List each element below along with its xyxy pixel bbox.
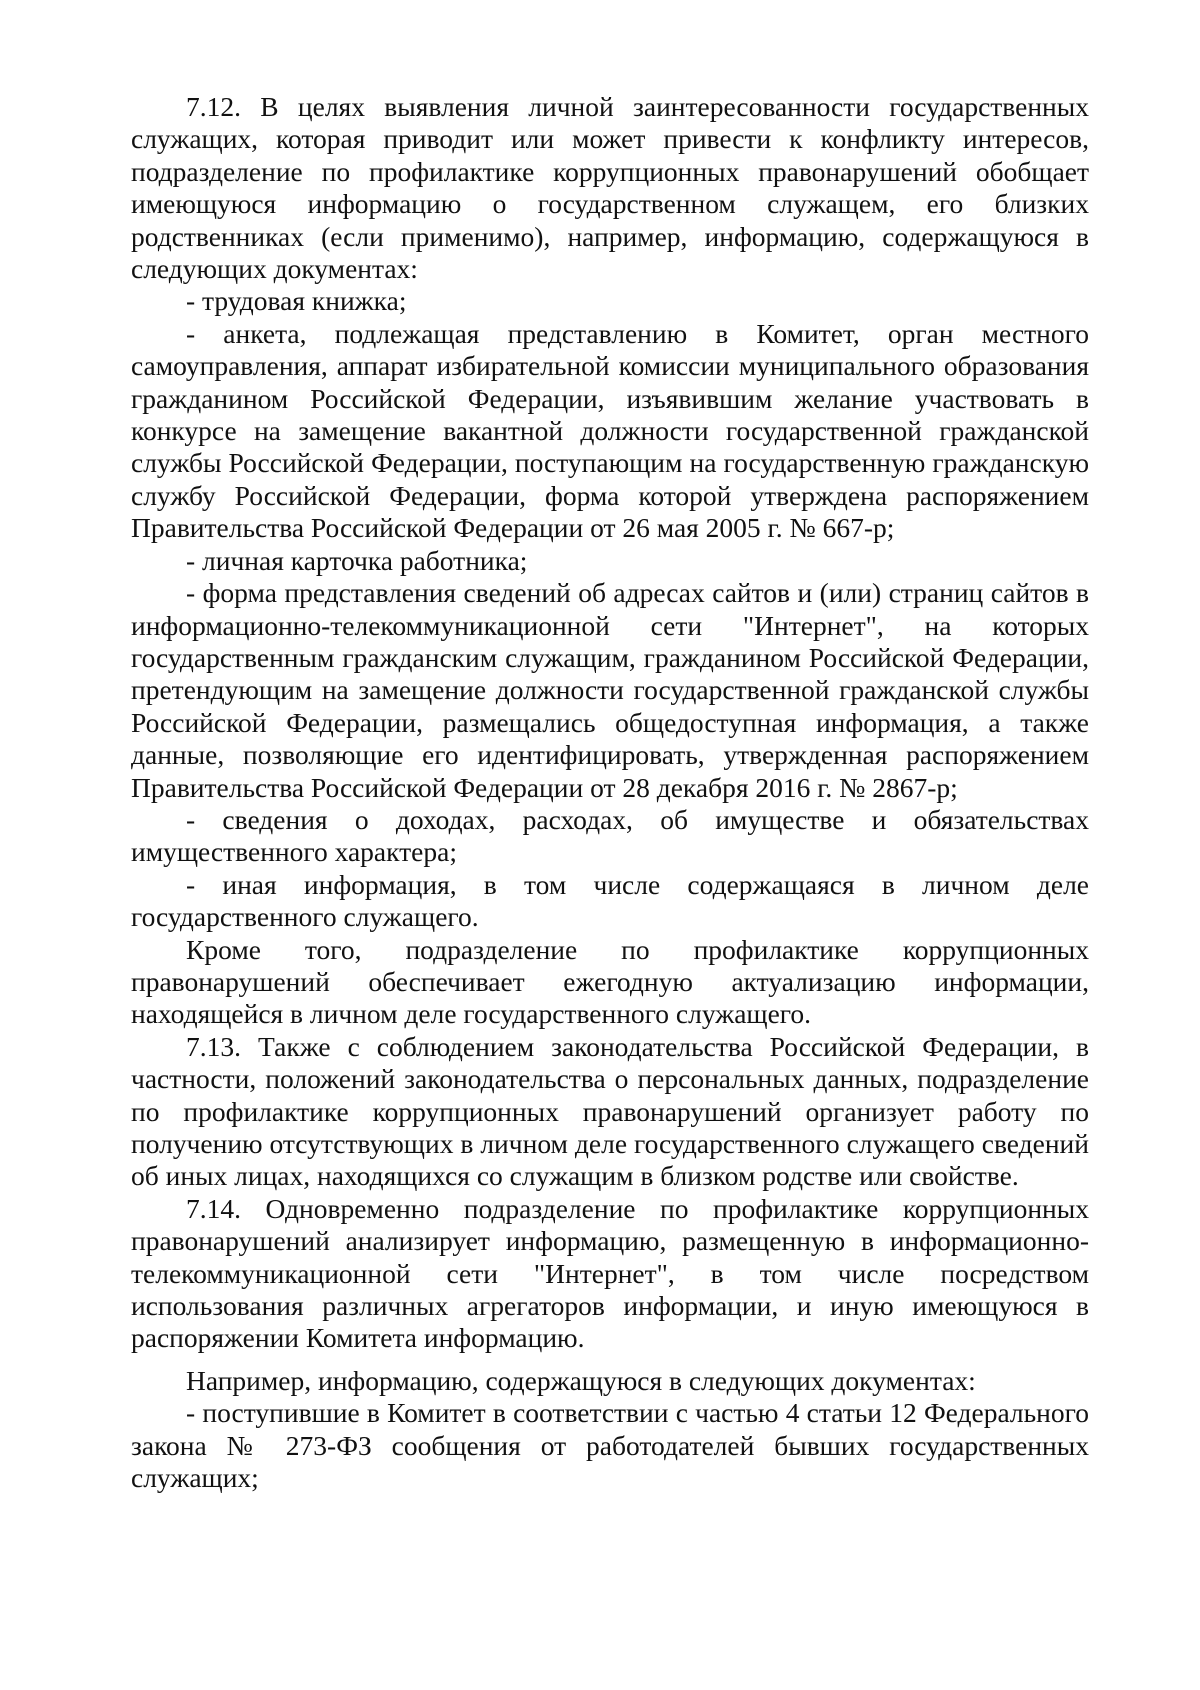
list-item-other-info: - иная информация, в том числе содержащаяся в личном деле государственного служащего.	[131, 868, 1089, 933]
list-item-internet-sites-form: - форма представления сведений об адресах сайтов и (или) страниц сайтов в информационно-телекоммуникационной сети "Интернет", на которых государственным гражданским служащим, гражданином Российской Федерации, претендующим на замещение должности государственной гражданской службы Российской Федерации, размещались общедоступная информация, а также данные, позволяющие его идентифицировать, утвержденная распоряжением Правительства Российской Федерации от 28 декабря 2016 г. № 2867-р;	[131, 577, 1089, 803]
paragraph-7-14: 7.14. Одновременно подразделение по профилактике коррупционных правонарушений анализирует информацию, размещенную в информационно-телекоммуникационной сети "Интернет", в том числе посредством использования различных агрегаторов информации, и иную имеющуюся в распоряжении Комитета информацию.	[131, 1192, 1089, 1354]
list-item-personal-card: - личная карточка работника;	[186, 544, 528, 576]
document-body	[131, 91, 1089, 1494]
list-item-labor-book: - трудовая книжка;	[186, 285, 407, 317]
paragraph-annual-update: Кроме того, подразделение по профилактике коррупционных правонарушений обеспечивает ежегодную актуализацию информации, находящейся в личном деле государственного служащего.	[131, 933, 1089, 1030]
list-item-questionnaire: - анкета, подлежащая представлению в Комитет, орган местного самоуправления, аппарат избирательной комиссии муниципального образования гражданином Российской Федерации, изъявившим желание участвовать в конкурсе на замещение вакантной должности государственной гражданской службы Российской Федерации, поступающим на государственную гражданскую службу Российской Федерации, форма которой утверждена распоряжением Правительства Российской Федерации от 26 мая 2005 г. № 667-р;	[131, 317, 1089, 544]
list-item-income-info: - сведения о доходах, расходах, об имуществе и обязательствах имущественного характера;	[131, 803, 1089, 868]
list-item-employer-messages: - поступившие в Комитет в соответствии с частью 4 статьи 12 Федерального закона № 273-ФЗ сообщения от работодателей бывших государственных служащих;	[131, 1397, 1089, 1494]
paragraph-for-example: Например, информацию, содержащуюся в следующих документах:	[186, 1364, 976, 1396]
paragraph-7-12: 7.12. В целях выявления личной заинтересованности государственных служащих, которая приводит или может привести к конфликту интересов, подразделение по профилактике коррупционных правонарушений обобщает имеющуюся информацию о государственном служащем, его близких родственниках (если применимо), например, информацию, содержащуюся в следующих документах:	[131, 91, 1089, 285]
paragraph-7-13: 7.13. Также с соблюдением законодательства Российской Федерации, в частности, положений законодательства о персональных данных, подразделение по профилактике коррупционных правонарушений организует работу по получению отсутствующих в личном деле государственного служащего сведений об иных лицах, находящихся со служащим в близком родстве или свойстве.	[131, 1030, 1089, 1192]
